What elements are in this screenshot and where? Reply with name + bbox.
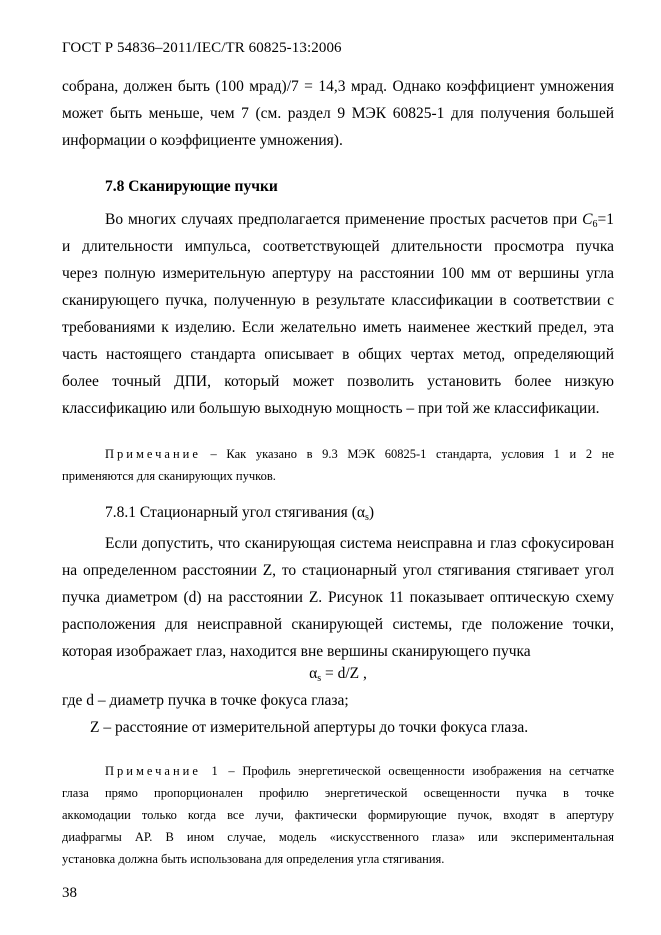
text-line: часть настоящего стандарта описывает в общих чертах метод, определяющий: [62, 346, 614, 363]
page-number: 38: [62, 885, 77, 901]
where-z: Z – расстояние от измерительной апертуры до точки фокуса глаза.: [90, 719, 529, 736]
c6-symbol: C: [582, 211, 593, 228]
text-line: и длительности импульса, соответствующей длительности просмотра пучка: [62, 238, 614, 255]
text-line: через полную измерительную апертуру на расстоянии 100 мм от вершины угла: [62, 265, 614, 282]
formula: $\alpha_s = d/Z$ ,: [309, 665, 367, 684]
note-2: [62, 762, 614, 872]
text-line: классификацию или большую выходную мощность – при той же классификации.: [62, 400, 600, 417]
text-line: Если допустить, что сканирующая система неисправна и глаз сфокусирован: [105, 535, 614, 552]
document-header: ГОСТ Р 54836–2011/IEC/TR 60825-13:2006: [62, 40, 342, 56]
text-line: глаза прямо пропорционален профилю энергетической освещенности пучка в точке: [62, 786, 614, 800]
text-line: требованиями к изделию. Если желательно иметь наименее жесткий предел, эта: [62, 319, 614, 336]
text-line: аккомодации только когда все лучи, фактически формирующие пучок, входят в апертуру: [62, 808, 614, 822]
note-label: Примечание: [105, 447, 201, 461]
subsection-title: 7.8.1 Стационарный угол стягивания $(\alpha_s)$: [105, 504, 375, 523]
text-line: установка должна быть использована для определения угла стягивания.: [62, 852, 445, 866]
text-line: собрана, должен быть (100 мрад)/7 = 14,3 мрад. Однако коэффициент умножения: [62, 78, 614, 95]
section-heading: 7.8 Сканирующие пучки: [105, 178, 278, 195]
text-line: сканирующего пучка, полученную в результате классификации в соответствии с: [62, 292, 614, 309]
where-d: где d – диаметр пучка в точке фокуса глаза;: [62, 692, 349, 709]
text-line: диафрагмы АР. В ином случае, модель «искусственного глаза» или экспериментальная: [62, 830, 614, 844]
intro-paragraph: [62, 73, 614, 154]
body-paragraph: [62, 530, 614, 665]
c6-subscript: 6: [592, 219, 598, 230]
section-paragraph: [62, 206, 614, 422]
text-line: Примечание – Как указано в 9.3 МЭК 60825-1 стандарта, условия 1 и 2 не: [105, 447, 614, 461]
note-1: [62, 445, 614, 489]
text-line: информации о коэффициенте умножения).: [62, 132, 343, 149]
text-line: может быть меньше, чем 7 (см. раздел 9 МЭК 60825-1 для получения большей: [62, 105, 614, 122]
text-line: Во многих случаях предполагается применение простых расчетов при $C_6=1$: [105, 211, 614, 230]
text-line: на определенном расстоянии Z, то стационарный угол стягивания стягивает угол: [62, 562, 614, 579]
note-label: Примечание 1: [105, 764, 221, 778]
text-line: расположения для неисправной сканирующей системы, где положение точки,: [62, 616, 614, 633]
text-line: применяются для сканирующих пучков.: [62, 469, 276, 483]
text-line: пучка диаметром (d) на расстоянии Z. Рисунок 11 показывает оптическую схему: [62, 589, 614, 606]
text-line: более точный ДПИ, который может позволить установить более низкую: [62, 373, 614, 390]
text-line: Примечание 1 – Профиль энергетической освещенности изображения на сетчатке: [105, 764, 614, 778]
text-line: которая изображает глаз, находится вне вершины сканирующего пучка: [62, 643, 531, 660]
c6-value: =1: [597, 211, 614, 228]
